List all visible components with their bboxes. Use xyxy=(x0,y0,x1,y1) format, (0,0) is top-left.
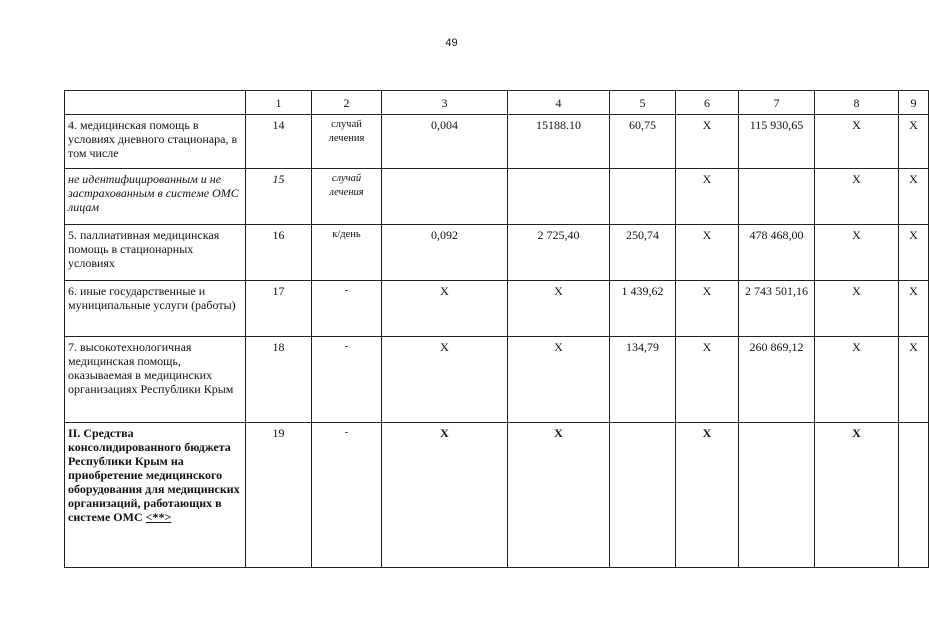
row-code: 18 xyxy=(246,337,312,423)
row-col7: 478 468,00 xyxy=(739,225,815,281)
table-row xyxy=(65,225,929,281)
row-col8: X xyxy=(815,281,899,337)
row-col6: X xyxy=(676,281,739,337)
header-cell-3: 3 xyxy=(382,91,508,115)
row-col5: 1 439,62 xyxy=(610,281,676,337)
row-name: не идентифицированным и не застрахованным в системе ОМС лицам xyxy=(65,169,246,225)
header-cell-5: 5 xyxy=(610,91,676,115)
footnote-link[interactable]: <**> xyxy=(145,510,172,524)
row-col3: X xyxy=(382,337,508,423)
row-col8: X xyxy=(815,225,899,281)
header-cell-8: 8 xyxy=(815,91,899,115)
header-cell-2: 2 xyxy=(312,91,382,115)
row-col4: X xyxy=(508,337,610,423)
header-cell-4: 4 xyxy=(508,91,610,115)
row-col4: 15188.10 xyxy=(508,115,610,169)
row-col8: X xyxy=(815,169,899,225)
row-unit: случай лечения xyxy=(312,169,382,225)
row-col3 xyxy=(382,169,508,225)
row-name: 6. иные государственные и муниципальные услуги (работы) xyxy=(65,281,246,337)
row-code: 17 xyxy=(246,281,312,337)
table-row xyxy=(65,281,929,337)
header-cell-6: 6 xyxy=(676,91,739,115)
row-col5: 250,74 xyxy=(610,225,676,281)
row-col3: X xyxy=(382,281,508,337)
row-col8: X xyxy=(815,115,899,169)
row-col9 xyxy=(899,423,929,568)
row-col6: X xyxy=(676,115,739,169)
table-row xyxy=(65,337,929,423)
header-cell-7: 7 xyxy=(739,91,815,115)
row-col7: 260 869,12 xyxy=(739,337,815,423)
row-col6: X xyxy=(676,423,739,568)
row-col5 xyxy=(610,169,676,225)
table-row xyxy=(65,423,929,568)
row-col6: X xyxy=(676,337,739,423)
row-col9: X xyxy=(899,281,929,337)
row-col8: X xyxy=(815,337,899,423)
row-col4: X xyxy=(508,423,610,568)
row-col5 xyxy=(610,423,676,568)
row-unit: - xyxy=(312,337,382,423)
row-unit: случай лечения xyxy=(312,115,382,169)
row-unit: - xyxy=(312,281,382,337)
data-table xyxy=(64,90,929,568)
header-row xyxy=(65,91,929,115)
row-col7 xyxy=(739,423,815,568)
row-unit: - xyxy=(312,423,382,568)
row-col9: X xyxy=(899,169,929,225)
row-col7: 2 743 501,16 xyxy=(739,281,815,337)
row-name-text: II. Средства консолидированного бюджета Республики Крым на приобретение медицинского оборудования для медицинских организаций, работающих в системе ОМС xyxy=(68,426,240,524)
row-name: 5. паллиативная медицинская помощь в стационарных условиях xyxy=(65,225,246,281)
row-col7 xyxy=(739,169,815,225)
row-col3: X xyxy=(382,423,508,568)
row-code: 14 xyxy=(246,115,312,169)
row-col8: X xyxy=(815,423,899,568)
row-col4 xyxy=(508,169,610,225)
row-col6: X xyxy=(676,225,739,281)
page-number: 49 xyxy=(445,37,458,49)
row-col4: 2 725,40 xyxy=(508,225,610,281)
row-col4: X xyxy=(508,281,610,337)
row-code: 19 xyxy=(246,423,312,568)
row-name: 7. высокотехнологичная медицинская помощь, оказываемая в медицинских организациях Республики Крым xyxy=(65,337,246,423)
row-col5: 134,79 xyxy=(610,337,676,423)
row-col7: 115 930,65 xyxy=(739,115,815,169)
row-col3: 0,004 xyxy=(382,115,508,169)
header-cell-1: 1 xyxy=(246,91,312,115)
row-col9: X xyxy=(899,115,929,169)
row-col6: X xyxy=(676,169,739,225)
row-col9: X xyxy=(899,337,929,423)
row-unit: к/день xyxy=(312,225,382,281)
row-name xyxy=(65,423,246,568)
row-col3: 0,092 xyxy=(382,225,508,281)
row-col5: 60,75 xyxy=(610,115,676,169)
row-col9: X xyxy=(899,225,929,281)
table-row xyxy=(65,169,929,225)
row-code: 16 xyxy=(246,225,312,281)
table-row xyxy=(65,115,929,169)
row-name: 4. медицинская помощь в условиях дневного стационара, в том числе xyxy=(65,115,246,169)
header-cell-name xyxy=(65,91,246,115)
row-code: 15 xyxy=(246,169,312,225)
header-cell-9: 9 xyxy=(899,91,929,115)
